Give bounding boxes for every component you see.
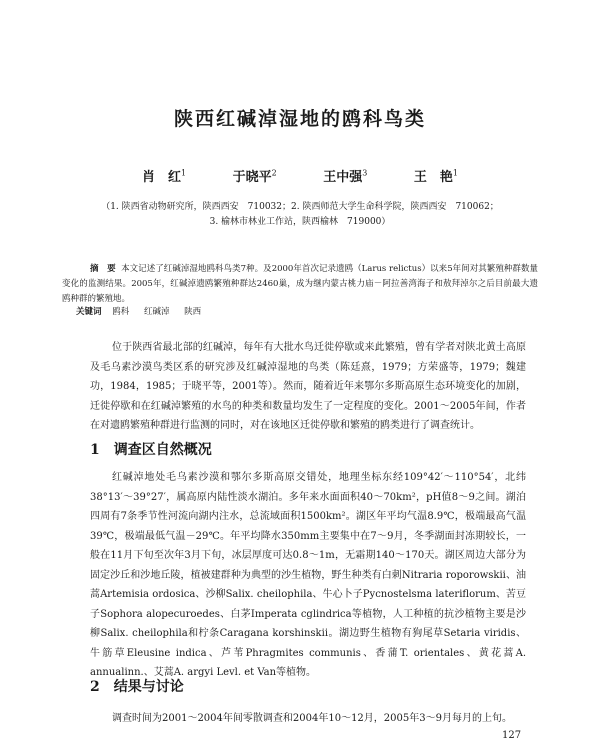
affiliation-line: 3. 榆林市林业工作站，陕西榆林 719000） bbox=[209, 217, 391, 227]
author: 王中强$^3$ bbox=[323, 168, 368, 185]
section-paragraph: 红碱淖地处毛乌素沙漠和鄂尔多斯高原交错处，地理坐标东经109°42′～110°54′，北纬38°13′～39°27′，属高原内陆性淡水湖泊。多年来水面面积40～70km²，pH值8～9之间。湖泊四周有7条季节性河流向湖内注水，总流域面积1500km²。湖区年平均气温8.9℃，极端最高气温39℃，极端最低气温－29℃。年平均降水350mm主要集中在7～9月，冬季湖面封冻期较长，一般在11月下旬至次年3月下旬，冰层厚度可达0.8～1m，无霜期140～170天。湖区周边大部分为固定沙丘和沙地丘陵，植被建群种为典型的沙生植物，野生种类有白刺Nitraria roporowskii、油蒿Artemisia ordosica、沙柳Salix. cheilophila、牛心卜子Pycnostelsma lateriflorum、苦豆子Sophora alopecuroedes、白茅Imperata cglindrica等植物，人工种植的抗沙植物主要是沙柳Salix. cheilophila和柠条Caragana korshinskii。湖边野生植物有狗尾草Setaria viridis、牛筋草Eleusine indica、芦苇Phragmites communis、香蒲T. orientales、黄花蒿A. annualinn.、艾蒿A. argyi Levl. et Van等植物。 bbox=[90, 472, 526, 678]
keywords bbox=[76, 305, 536, 319]
abstract-label: 摘 要 bbox=[90, 264, 116, 274]
section-paragraph: 调查时间为2001～2004年间零散调查和2004年10～12月，2005年3～9月每月的上旬。 bbox=[112, 713, 512, 724]
section-number: 1 bbox=[90, 442, 100, 458]
keyword: 红碱淖 bbox=[143, 307, 170, 317]
intro-paragraph: 位于陕西省最北部的红碱淖，每年有大批水鸟迁徙停歇或来此繁殖，曾有学者对陕北黄土高原及毛乌素沙漠鸟类区系的研究涉及红碱淖湿地的鸟类（陈廷熹，1979；方荣盛等，1979；魏建功，1984，1985；于晓平等，2001等）。然而，随着近年来鄂尔多斯高原生态环境变化的加剧，迁徙停歇和在红碱淖繁殖的水鸟的种类和数量均发生了一定程度的变化。2001～2005年间，作者在对遗鸥繁殖种群进行监测的同时，对在该地区迁徙停歇和繁殖的鸥类进行了调查统计。 bbox=[90, 342, 526, 431]
section-number: 2 bbox=[90, 679, 100, 695]
page-number: 127 bbox=[502, 730, 522, 741]
section-title: 结果与讨论 bbox=[113, 679, 184, 695]
affiliation-line: （1. 陕西省动物研究所，陕西西安 710032；2. 陕西师范大学生命科学院，陕西西安 710062； bbox=[101, 202, 499, 212]
author: 于晓平$^2$ bbox=[232, 168, 277, 185]
section-heading bbox=[90, 676, 184, 696]
keywords-label: 关键词 bbox=[76, 307, 102, 317]
author: 肖 红$^1$ bbox=[141, 168, 187, 185]
author-list bbox=[0, 166, 600, 185]
affiliations bbox=[40, 200, 560, 230]
abstract bbox=[62, 262, 538, 307]
section-heading bbox=[90, 439, 212, 459]
abstract-text: 本文记述了红碱淖湿地鸥科鸟类7种。及2000年首次记录遗鸥（Larus relictus）以来5年间对其繁殖种群数量变化的监测结果。2005年，红碱淖遗鸥繁殖种群达2460巢，成为继内蒙古桃力庙－阿拉善湾海子和敖拜淖尔之后目前最大遗鸥种群的繁殖地。 bbox=[62, 264, 538, 304]
author: 王 艳$^1$ bbox=[413, 168, 459, 185]
keyword: 鸥科 bbox=[112, 307, 130, 317]
section-title: 调查区自然概况 bbox=[113, 442, 212, 458]
keyword: 陕西 bbox=[184, 307, 202, 317]
paper-title: 陕西红碱淖湿地的鸥科鸟类 bbox=[173, 108, 426, 130]
